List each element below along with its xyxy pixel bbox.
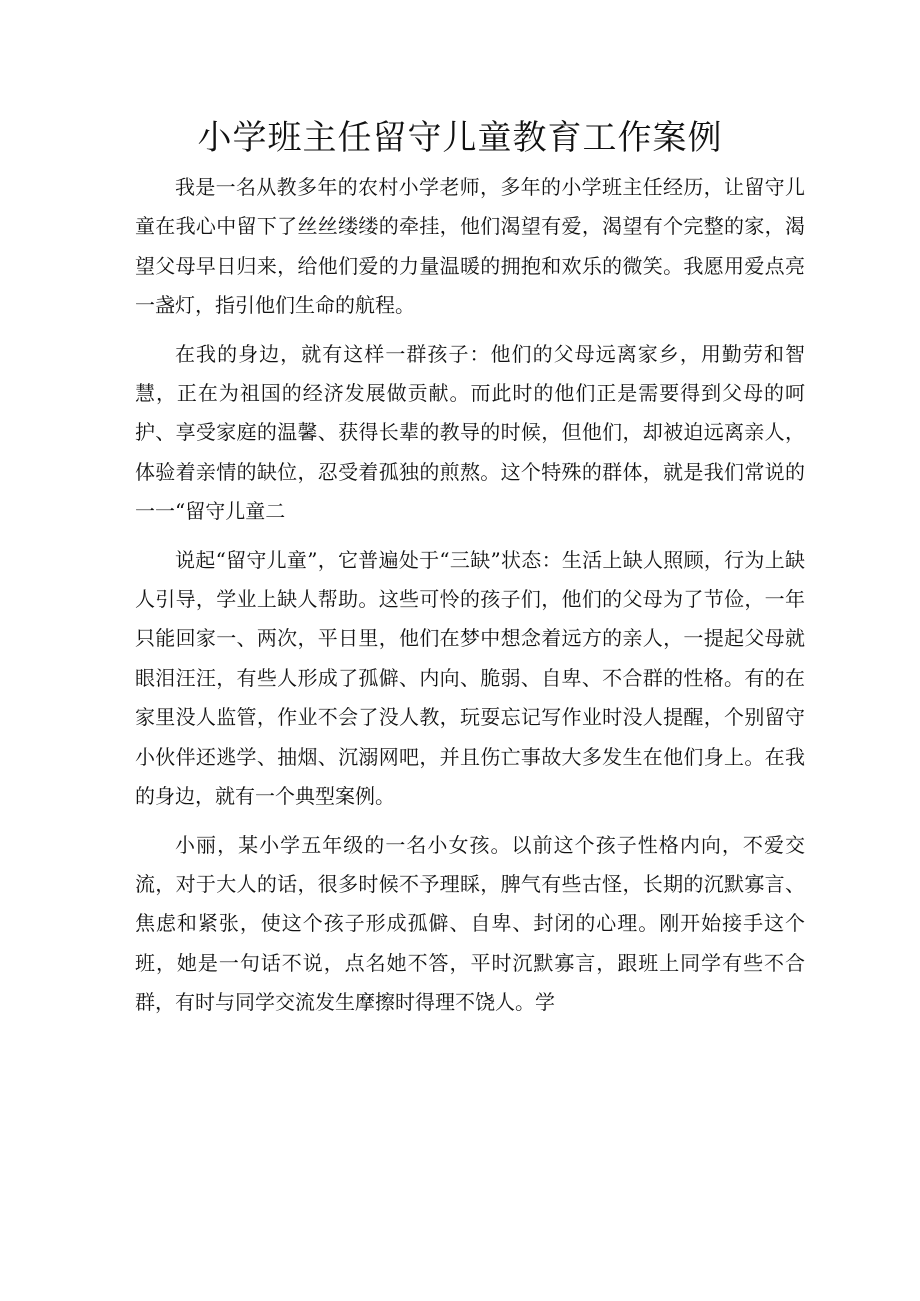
- paragraph-3: 说起“留守儿童”，它普遍处于“三缺”状态：生活上缺人照顾，行为上缺人引导，学业上缺人帮助。这些可怜的孩子们，他们的父母为了节俭，一年只能回家一、两次，平日里，他们在梦中想念着远方的亲人，一提起父母就眼泪汪汪，有些人形成了孤僻、内向、脆弱、自卑、不合群的性格。有的在家里没人监管，作业不会了没人教，玩耍忘记写作业时没人提醒，个别留守小伙伴还逃学、抽烟、沉溺网吧，并且伤亡事故大多发生在他们身上。在我的身边，就有一个典型案例。: [135, 547, 805, 809]
- paragraph-1: 我是一名从教多年的农村小学老师，多年的小学班主任经历，让留守儿童在我心中留下了丝丝缕缕的牵挂，他们渴望有爱，渴望有个完整的家，渴望父母早日归来，给他们爱的力量温暖的拥抱和欢乐的微笑。我愿用爱点亮一盏灯，指引他们生命的航程。: [135, 175, 805, 318]
- paragraph-2: 在我的身边，就有这样一群孩子：他们的父母远离家乡，用勤劳和智慧，正在为祖国的经济发展做贡献。而此时的他们正是需要得到父母的呵护、享受家庭的温馨、获得长辈的教导的时候，但他们，却被迫远离亲人，体验着亲情的缺位，忍受着孤独的煎熬。这个特殊的群体，就是我们常说的一一“留守儿童二: [135, 341, 805, 524]
- document-body: [135, 168, 805, 1032]
- paragraph-4: 小丽，某小学五年级的一名小女孩。以前这个孩子性格内向，不爱交流，对于大人的话，很多时候不予理睬，脾气有些古怪，长期的沉默寡言、焦虑和紧张，使这个孩子形成孤僻、自卑、封闭的心理。刚开始接手这个班，她是一句话不说，点名她不答，平时沉默寡言，跟班上同学有些不合群，有时与同学交流发生摩擦时得理不饶人。学: [135, 832, 805, 1015]
- document-title: 小学班主任留守儿童教育工作案例: [197, 118, 723, 158]
